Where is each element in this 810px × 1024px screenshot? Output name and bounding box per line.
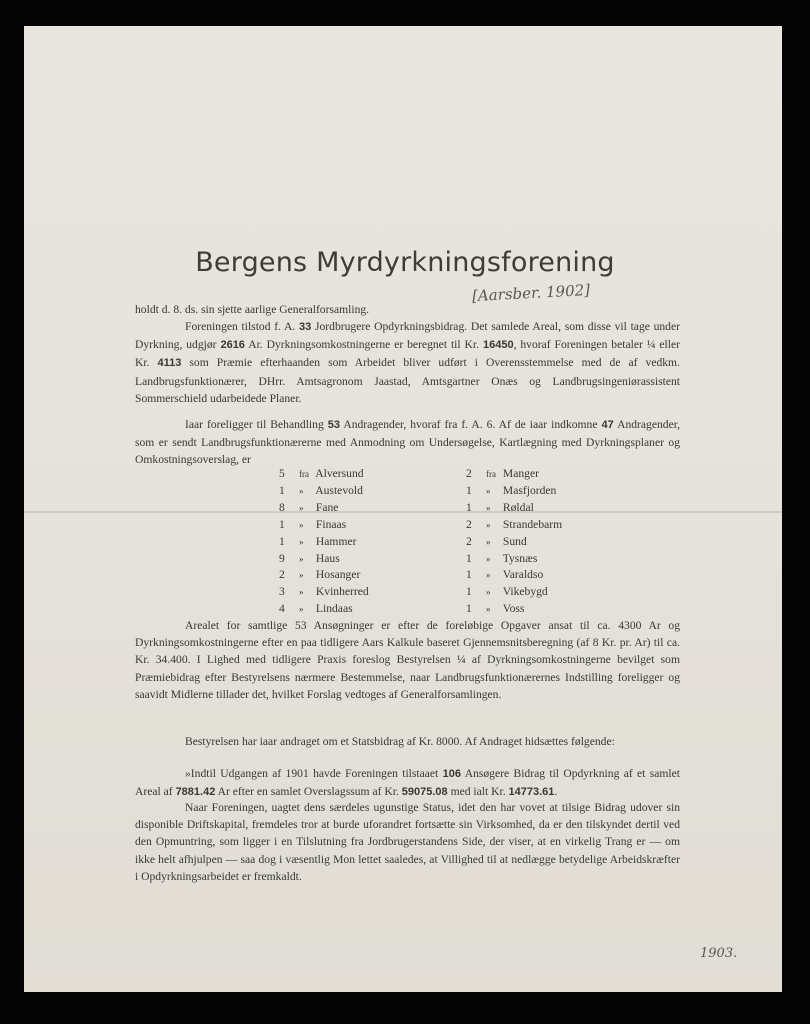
premium-value: 4113: [157, 357, 182, 370]
mark: »: [299, 502, 304, 513]
place: Vikebygd: [502, 585, 548, 599]
municipality-list-left: [279, 466, 369, 618]
text: Jordbrugere Opdyrkningsbidrag. Det samlede Areal, som disse vil tage under Dyrkning, udgjør: [135, 320, 680, 352]
paragraph-4: Bestyrelsen har iaar andraget om et Statsbidrag af Kr. 8000. Af Andraget hidsættes følgende:: [185, 735, 615, 748]
municipality-list-right: [466, 466, 562, 618]
list-item: [279, 466, 369, 483]
place: Finaas: [315, 517, 347, 531]
text: Ar. Dyrkningsomkostningerne er beregnet til Kr.: [248, 338, 480, 352]
mark: »: [299, 587, 304, 598]
area-total: 7881.42: [175, 786, 216, 799]
mark: fra: [486, 469, 496, 479]
text: Ansøgere Bidrag til Opdyrkning af et samlet Areal af: [135, 767, 681, 799]
mark: »: [299, 604, 304, 615]
place: Manger: [502, 467, 539, 480]
list-item: [279, 601, 369, 618]
mark: »: [299, 553, 304, 564]
list-item: [279, 551, 369, 568]
list-item: [279, 517, 369, 534]
count: 2: [466, 467, 472, 480]
count: 1: [279, 534, 285, 548]
paragraph-1: [135, 318, 680, 407]
text: »Indtil Udgangen af 1901 havde Foreningen tilstaaet: [185, 767, 439, 780]
text: Andragender, som er sendt Landbrugsfunktionærerne med Anmodning om Undersøgelse, Kartlægning med Dyrkningsplaner og Omkostningsoverslag, er: [135, 418, 681, 467]
mark: »: [486, 536, 491, 547]
place: Strandebarm: [502, 517, 563, 531]
count: 1: [279, 483, 285, 497]
count: 8: [279, 500, 285, 514]
place: Hammer: [315, 534, 357, 548]
total-applications: 53: [327, 419, 340, 431]
mark: »: [486, 570, 491, 581]
paragraph-5: [135, 765, 680, 801]
paragraph-3: Arealet for samtlige 53 Ansøgninger er efter de foreløbige Opgaver ansat til ca. 4300 Ar og Dyrkningsomkostningerne efter en paa tidligere Aars Kalkule baseret Gjennemsnitsberegning (af 8 Kr. pr. Ar) til ca. Kr. 34.400. I Lighed med tidligere Praxis foreslog Bestyrelsen ¼ af Dyrkningsomkostningerne bevilget som Præmiebidrag efter Bestyrelsens nærmere Bestemmelse, naar Landbrugsfunktionærernes Indstilling foreligger og saavidt Midlerne tillader det, hvilket Forslag vedtoges af Generalforsamlingen.: [135, 619, 680, 701]
list-item: [279, 584, 369, 601]
count: 1: [466, 602, 472, 616]
mark: »: [486, 604, 491, 615]
granted-total: 14773.61: [508, 786, 555, 799]
mark: »: [299, 519, 304, 530]
text: .: [554, 785, 558, 799]
text: Ar efter en samlet Overslagssum af Kr.: [217, 785, 399, 799]
area-value: 2616: [220, 339, 245, 352]
text: Iaar foreligger til Behandling: [185, 418, 324, 431]
place: Lindaas: [315, 602, 353, 616]
place: Hosanger: [315, 568, 361, 582]
mark: »: [486, 587, 491, 598]
count-applicants: 33: [299, 321, 312, 333]
count: 3: [279, 585, 285, 599]
list-item: [279, 534, 369, 551]
list-item: [466, 534, 562, 551]
estimate-total: 59075.08: [401, 786, 448, 799]
place: Varaldso: [502, 568, 544, 582]
applicant-count: 106: [442, 768, 461, 780]
list-item: [466, 551, 562, 568]
count: 4: [279, 602, 285, 616]
mark: »: [486, 485, 491, 496]
place: Tysnæs: [502, 551, 538, 565]
mark: »: [486, 519, 491, 530]
handwritten-annotation: [Aarsber. 1902]: [471, 280, 591, 306]
paper-fold-line: [24, 511, 782, 513]
list-item: [466, 483, 562, 500]
place: Austevold: [315, 483, 363, 497]
place: Alversund: [315, 467, 364, 480]
count: 1: [466, 585, 472, 599]
place: Fane: [315, 500, 339, 514]
place: Kvinherred: [315, 585, 369, 599]
document-title: Bergens Myrdyrkningsforening: [195, 247, 615, 278]
place: Sund: [502, 534, 527, 548]
mark: »: [486, 502, 491, 513]
list-item: [279, 567, 369, 584]
count: 2: [466, 517, 472, 531]
text: , hvoraf Foreningen betaler ¼ eller Kr.: [135, 338, 680, 370]
count: 2: [279, 568, 285, 582]
count: 1: [279, 517, 285, 531]
mark: »: [486, 553, 491, 564]
intro-line: holdt d. 8. ds. sin sjette aarlige Generalforsamling.: [135, 303, 370, 316]
text: med ialt Kr.: [450, 785, 506, 799]
list-item: [466, 601, 562, 618]
cost-value: 16450: [482, 339, 514, 352]
list-item: [279, 500, 369, 517]
handwritten-year: 1903.: [700, 946, 738, 961]
mark: »: [299, 570, 304, 581]
paragraph-2: [135, 416, 680, 469]
count: 1: [466, 568, 472, 582]
place: Voss: [502, 602, 525, 616]
list-item: [466, 517, 562, 534]
mark: fra: [299, 469, 309, 479]
count: 5: [279, 467, 285, 480]
paragraph-6: Naar Foreningen, uagtet dens særdeles ugunstige Status, idet den har vovet at tilsige Bidrag udover sin disponible Driftskapital, fremdeles tror at burde uforandret fortsætte sin Virksomhed, da er den tilskyndet dertil ved den Opmuntring, som ligger i en Tilslutning fra Jordbrugerstandens Side, der viser, at en virkelig Trang er — om ikke helt afhjulpen — saa dog i væsentlig Mon lettet saaledes, at Villighed til at nedlægge betydelige Arbeidskræfter i Opdyrkningsarbeidet er fremkaldt.: [135, 801, 680, 883]
list-item: [466, 584, 562, 601]
count: 9: [279, 551, 285, 565]
text: Foreningen tilstod f. A.: [185, 320, 296, 333]
list-item: [466, 567, 562, 584]
place: Røldal: [502, 500, 534, 514]
count: 1: [466, 551, 472, 565]
list-item: [279, 483, 369, 500]
count: 2: [466, 534, 472, 548]
place: Haus: [315, 551, 340, 565]
count: 1: [466, 500, 472, 514]
list-item: [466, 466, 562, 483]
text: Andragender, hvoraf fra f. A. 6. Af de iaar indkomne: [343, 418, 598, 431]
text: som Præmie efterhaanden som Arbeidet bliver udført i Overensstemmelse med de af vedkm. Landbrugsfunktionærer, DHrr. Amtsagronom Jaastad, Amtsgartner Onæs og Landbrugsingeniørassistent Sommerschield udarbeidede Planer.: [135, 356, 680, 405]
count: 1: [466, 483, 472, 497]
mark: »: [299, 536, 304, 547]
place: Masfjorden: [502, 483, 557, 497]
mark: »: [299, 485, 304, 496]
list-item: [466, 500, 562, 517]
new-applications: 47: [601, 419, 614, 431]
